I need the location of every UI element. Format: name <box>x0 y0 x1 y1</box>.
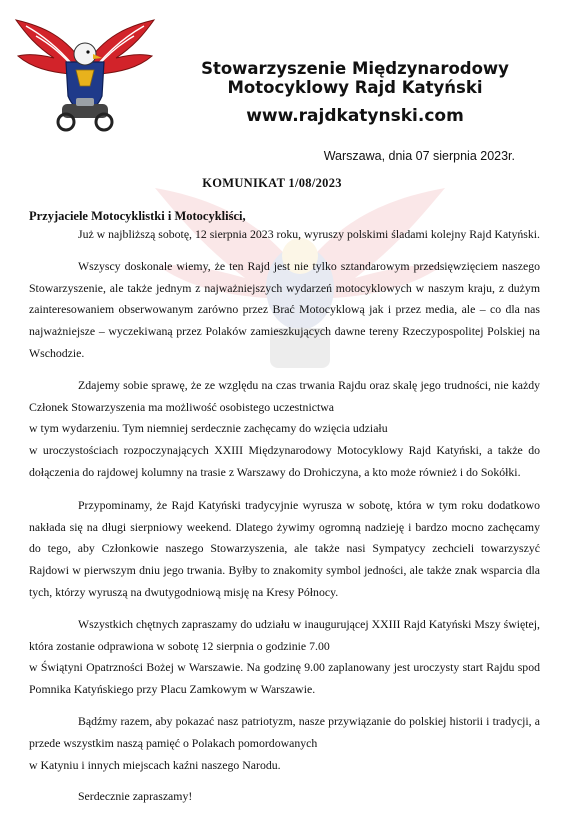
organization-name-line1: Stowarzyszenie Międzynarodowy <box>201 59 509 78</box>
paragraph-3: Zdajemy sobie sprawę, że ze względu na czas trwania Rajdu oraz skalę jego trudności, nie każdy Członek Stowarzyszenia ma możliwość osobistego uczestnictwa <box>29 377 540 414</box>
paragraph-4: Przypominamy, że Rajd Katyński tradycyjnie wyrusza w sobotę, która w tym roku dodatkowo nakłada się na długi sierpniowy weekend. Dlatego żywimy ogromną nadzieję i bardzo mocno zachęcamy do tego, aby Członkowie naszego Stowarzyszenia, ale także nasi Sympatycy zechcieli towarzyszyć Rajdowi w pierwszym dniu jego trwania. Byłby to znakomity symbol jedności, ale także znak wsparcia dla tych, którzy wyruszą na dwutygodniową misję na Kresy Północy. <box>29 497 540 599</box>
closing-line: Serdecznie zapraszamy! <box>78 789 193 804</box>
greeting: Przyjaciele Motocyklistki i Motocykliści, <box>29 209 246 223</box>
organization-name-line2: Motocyklowy Rajd Katyński <box>227 78 483 97</box>
organization-website-link[interactable]: www.rajdkatynski.com <box>246 106 464 126</box>
letter-body <box>29 224 540 808</box>
document-date: Warszawa, dnia 07 sierpnia 2023r. <box>323 149 515 163</box>
paragraph-6: Bądźmy razem, aby pokazać nasz patriotyzm, nasze przywiązanie do polskiej historii i tradycji, a przede wszystkim naszą pamięć o Polakach pomordowanych <box>29 713 540 750</box>
paragraph-1: Już w najbliższą sobotę, 12 sierpnia 2023 roku, wyruszy polskimi śladami kolejny Rajd Katyński. <box>78 227 540 241</box>
paragraph-6-line-2: w Katyniu i innych miejscach kaźni naszego Narodu. <box>29 757 281 772</box>
paragraph-5: Wszystkich chętnych zapraszamy do udziału w inaugurującej XXIII Rajd Katyński Mszy świętej, która zostanie odprawiona w sobotę 12 sierpnia o godzinie 7.00 <box>29 616 540 653</box>
paragraph-3-line-3: w uroczystościach rozpoczynających XXIII Międzynarodowy Motocyklowy Rajd Katyński, a także do dołączenia do rajdowej kolumny na trasie z Warszawy do Drohiczyna, a kto może również i do Sokółki. <box>29 443 540 479</box>
organization-name <box>200 59 510 97</box>
paragraph-2: Wszyscy doskonale wiemy, że ten Rajd jest nie tylko sztandarowym przedsięwzięciem naszego Stowarzyszenie, ale także jednym z najważniejszych wydarzeń motocyklowych w naszym kraju, z dużym zainteresowaniem obserwowanym zarówno przez Brać Motocyklową jak i przez media, ale – co dla nas najważniejsze – wyczekiwaną przez Polaków zamieszkujących dawne tereny Rzeczypospolitej Polskiej na Wschodzie. <box>29 258 540 360</box>
paragraph-3-line-2: w tym wydarzeniu. Tym niemniej serdecznie zachęcamy do wzięcia udziału <box>29 421 388 436</box>
communique-title: KOMUNIKAT 1/08/2023 <box>202 176 342 190</box>
paragraph-5-line-2: w Świątyni Opatrzności Bożej w Warszawie. Na godzinę 9.00 zaplanowany jest uroczysty start Rajdu spod Pomnika Katyńskiego przy Placu Zamkowym w Warszawie. <box>29 660 540 697</box>
eagle-wings-motorcycle-emblem-icon <box>14 14 156 132</box>
